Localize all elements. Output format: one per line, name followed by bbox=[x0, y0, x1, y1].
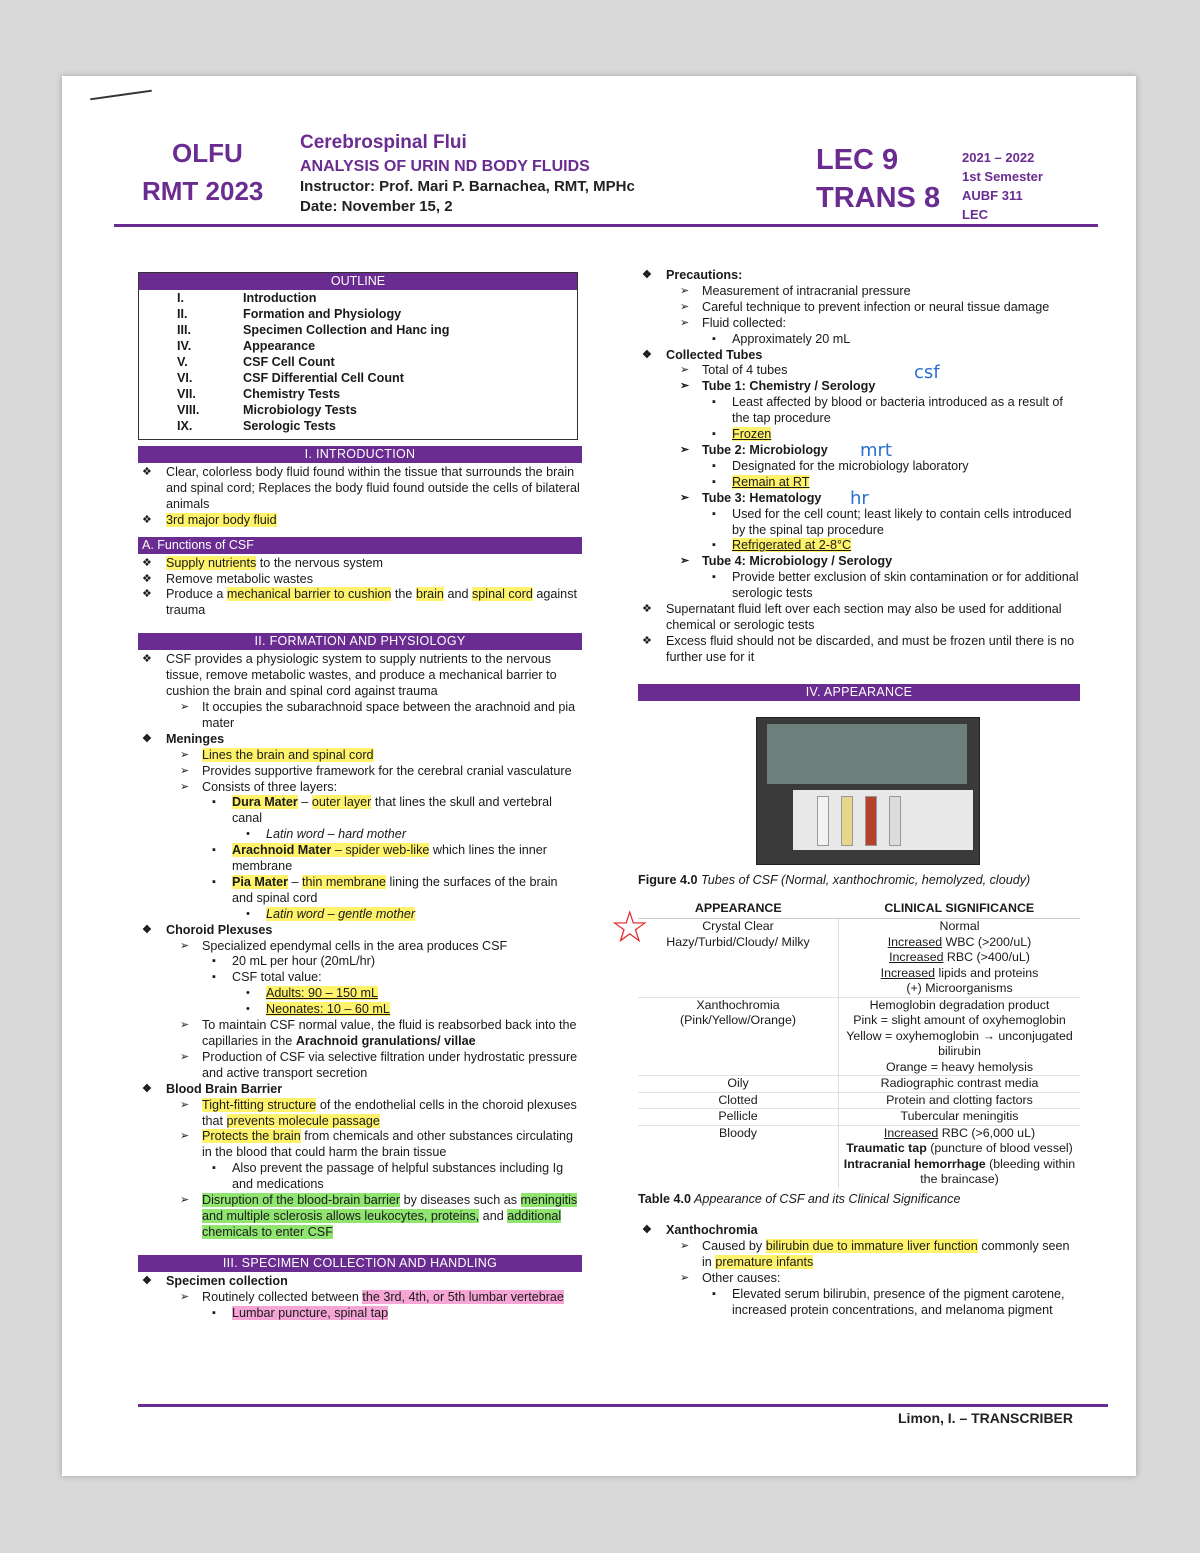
list-item: • Adults: 90 – 150 mL bbox=[246, 986, 379, 1001]
arrow-bullet-icon: ➢ bbox=[680, 316, 690, 329]
diamond-bullet-icon: ❖ bbox=[142, 588, 152, 601]
arrow-bullet-icon: ➢ bbox=[680, 555, 690, 568]
table-row: Bloody Increased RBC (>6,000 uL) Traumatic tap (puncture of blood vessel) Intracranial hemorrhage (bleeding within the braincase) bbox=[638, 1125, 1080, 1188]
list-item: ▪ Least affected by blood or bacteria introduced as a result of the tap procedure bbox=[712, 395, 1063, 426]
list-item: ❖ Blood Brain Barrier bbox=[142, 1081, 283, 1096]
list-item: ➢ Tube 4: Microbiology / Serology bbox=[680, 554, 893, 569]
list-item: ➢ Tube 3: Hematology bbox=[680, 490, 822, 505]
list-item: ▪ Elevated serum bilirubin, presence of the pigment carotene, increased protein concentrations, and melanoma pigment bbox=[712, 1287, 1065, 1317]
list-item: ❖ Collected Tubes bbox=[642, 347, 763, 362]
lecture-number: LEC 9 bbox=[816, 144, 899, 176]
outline-number: I. bbox=[177, 291, 184, 305]
diamond-bullet-icon: ❖ bbox=[142, 923, 152, 936]
school-year: 2021 – 2022 bbox=[962, 150, 1035, 165]
list-item: ▪ Lumbar puncture, spinal tap bbox=[212, 1305, 389, 1320]
list-item: ▪ Frozen bbox=[712, 427, 772, 442]
red-star-icon: ☆ bbox=[610, 903, 650, 952]
square-bullet-icon: ▪ bbox=[212, 875, 216, 888]
list-item: • Neonates: 10 – 60 mL bbox=[246, 1002, 390, 1017]
document-page bbox=[62, 76, 1136, 1476]
square-bullet-icon: ▪ bbox=[712, 459, 716, 472]
list-item: ➢ Specialized ependymal cells in the area produces CSF bbox=[180, 938, 508, 953]
section-heading-introduction: I. INTRODUCTION bbox=[138, 446, 582, 463]
list-item: ▪ Refrigerated at 2-8°C bbox=[712, 538, 852, 553]
arrow-bullet-icon: ➢ bbox=[180, 1098, 190, 1111]
list-item: ▪ Approximately 20 mL bbox=[712, 331, 851, 346]
list-item: ❖ Meninges bbox=[142, 731, 225, 746]
semester: 1st Semester bbox=[962, 169, 1043, 184]
outline-number: V. bbox=[177, 355, 188, 369]
section-heading-specimen: III. SPECIMEN COLLECTION AND HANDLING bbox=[138, 1255, 582, 1272]
outline-number: II. bbox=[177, 307, 188, 321]
dot-bullet-icon: • bbox=[246, 987, 250, 1000]
arrow-bullet-icon: ➢ bbox=[680, 364, 690, 377]
list-item: ❖ 3rd major body fluid bbox=[142, 512, 277, 527]
table-header-row bbox=[638, 899, 1080, 919]
list-item: ➢ Measurement of intracranial pressure bbox=[680, 283, 911, 298]
section-heading-formation: II. FORMATION AND PHYSIOLOGY bbox=[138, 633, 582, 650]
outline-label: Specimen Collection and Hanc ing bbox=[243, 323, 450, 337]
diamond-bullet-icon: ❖ bbox=[142, 732, 152, 745]
handwritten-note-csf: csf bbox=[914, 362, 940, 383]
outline-label: CSF Cell Count bbox=[243, 355, 335, 369]
list-item: ▪ Also prevent the passage of helpful substances including Ig and medications bbox=[212, 1161, 564, 1192]
list-item: ➢ It occupies the subarachnoid space between the arachnoid and pia mater bbox=[180, 699, 576, 730]
arrow-bullet-icon: ➢ bbox=[680, 443, 690, 456]
list-item: ❖ Specimen collection bbox=[142, 1273, 288, 1288]
photo-background bbox=[767, 724, 967, 784]
outline-number: VII. bbox=[177, 387, 196, 401]
lecture-date: Date: November 15, 2 bbox=[300, 198, 453, 215]
list-item: ➢ Total of 4 tubes bbox=[680, 363, 788, 378]
outline-list bbox=[139, 290, 577, 434]
course-type: LEC bbox=[962, 207, 988, 222]
list-item: ➢ Provides supportive framework for the cerebral cranial vasculature bbox=[180, 763, 572, 778]
school-name: OLFU bbox=[172, 138, 243, 168]
list-item: ➢ Tight-fitting structure of the endothelial cells in the choroid plexuses that prevents molecule passage bbox=[180, 1097, 577, 1128]
outline-item bbox=[139, 354, 577, 370]
tube-hemolyzed bbox=[865, 796, 877, 846]
diamond-bullet-icon: ❖ bbox=[142, 1274, 152, 1287]
arrow-bullet-icon: ➢ bbox=[680, 1240, 690, 1253]
section-heading-appearance: IV. APPEARANCE bbox=[638, 684, 1080, 701]
diamond-bullet-icon: ❖ bbox=[142, 572, 152, 585]
arrow-bullet-icon: ➢ bbox=[680, 491, 690, 504]
list-item: ➢ Consists of three layers: bbox=[180, 779, 338, 794]
footer-divider bbox=[138, 1404, 1108, 1407]
square-bullet-icon: ▪ bbox=[712, 571, 716, 584]
outline-number: VIII. bbox=[177, 403, 200, 417]
arrow-bullet-icon: ➢ bbox=[180, 764, 190, 777]
list-item: • Latin word – gentle mother bbox=[246, 906, 416, 921]
header-meta bbox=[962, 148, 1043, 224]
diamond-bullet-icon: ❖ bbox=[142, 466, 152, 478]
csf-tubes-photo bbox=[756, 717, 980, 865]
dot-bullet-icon: • bbox=[246, 828, 250, 841]
arrow-bullet-icon: ➢ bbox=[180, 1290, 190, 1303]
arrow-bullet-icon: ➢ bbox=[680, 380, 690, 393]
outline-item bbox=[139, 322, 577, 338]
table-header: APPEARANCE bbox=[638, 899, 839, 919]
square-bullet-icon: ▪ bbox=[212, 1162, 216, 1175]
arrow-bullet-icon: ➢ bbox=[180, 1050, 190, 1063]
list-item: ❖ Excess fluid should not be discarded, and must be frozen until there is no further use for it bbox=[642, 633, 1075, 664]
dot-bullet-icon: • bbox=[246, 907, 250, 920]
header-divider bbox=[114, 224, 1098, 227]
square-bullet-icon: ▪ bbox=[712, 1288, 716, 1301]
outline-label: Chemistry Tests bbox=[243, 387, 341, 401]
outline-item bbox=[139, 338, 577, 354]
square-bullet-icon: ▪ bbox=[712, 428, 716, 441]
arrow-bullet-icon: ➢ bbox=[180, 748, 190, 761]
list-item: ▪ Provide better exclusion of skin contamination or for additional serologic tests bbox=[712, 570, 1079, 601]
list-item: ❖ Supernatant fluid left over each section may also be used for additional chemical or serologic tests bbox=[642, 602, 1062, 632]
table-row: Crystal Clear Normal bbox=[638, 919, 1080, 935]
appearance-table bbox=[638, 899, 1080, 1188]
diamond-bullet-icon: ❖ bbox=[142, 1082, 152, 1095]
arrow-bullet-icon: ➢ bbox=[180, 1194, 190, 1207]
list-item: ➢ Routinely collected between the 3rd, 4th, or 5th lumbar vertebrae bbox=[180, 1289, 564, 1304]
arrow-bullet-icon: ➢ bbox=[680, 300, 690, 313]
right-column bbox=[638, 268, 1080, 1319]
outline-item bbox=[139, 306, 577, 322]
handwritten-note-hr: hr bbox=[850, 488, 869, 509]
arrow-bullet-icon: ➢ bbox=[180, 1019, 190, 1032]
list-item: ▪ Arachnoid Mater – spider web-like which lines the inner membrane bbox=[212, 843, 547, 874]
square-bullet-icon: ▪ bbox=[712, 396, 716, 409]
outline-heading: OUTLINE bbox=[139, 273, 577, 290]
table-row: Xanthochromia (Pink/Yellow/Orange) Hemoglobin degradation product Pink = slight amount of oxyhemoglobin Yellow = oxyhemoglobin → unconjugated bilirubin Orange = heavy hemolysis bbox=[638, 997, 1080, 1076]
list-item: ❖ Supply nutrients to the nervous system bbox=[142, 555, 384, 570]
batch-name: RMT 2023 bbox=[142, 176, 264, 206]
list-item: ➢ Fluid collected: bbox=[680, 315, 786, 330]
list-item: ➢ Protects the brain from chemicals and other substances circulating in the blood that could harm the brain tissue bbox=[180, 1129, 573, 1160]
list-item: ❖ Produce a mechanical barrier to cushion the brain and spinal cord against trauma bbox=[142, 587, 577, 618]
arrow-bullet-icon: ➢ bbox=[180, 1130, 190, 1143]
outline-number: IV. bbox=[177, 339, 192, 353]
outline-item bbox=[139, 386, 577, 402]
outline-number: VI. bbox=[177, 371, 193, 385]
outline-number: IX. bbox=[177, 419, 193, 433]
figure-caption: Figure 4.0 Tubes of CSF (Normal, xanthochromic, hemolyzed, cloudy) bbox=[638, 872, 1031, 887]
list-item: ▪ Pia Mater – thin membrane lining the surfaces of the brain and spinal cord bbox=[212, 874, 558, 905]
list-item: ➢ Disruption of the blood-brain barrier by diseases such as meningitis and multiple sclerosis allows leukocytes, proteins, and additional chemicals to enter CSF bbox=[180, 1193, 578, 1239]
list-item: ❖ Choroid Plexuses bbox=[142, 922, 273, 937]
square-bullet-icon: ▪ bbox=[212, 796, 216, 809]
list-item: ❖ Remove metabolic wastes bbox=[142, 571, 313, 586]
outline-label: Introduction bbox=[243, 291, 317, 305]
course-title: ANALYSIS OF URIN ND BODY FLUIDS bbox=[300, 158, 590, 175]
list-item: ❖ CSF provides a physiologic system to supply nutrients to the nervous tissue, remove metabolic wastes, and produce a mechanical barrier to cushion the brain and spinal cord against trauma bbox=[142, 652, 557, 699]
outline-number: III. bbox=[177, 323, 191, 337]
square-bullet-icon: ▪ bbox=[712, 539, 716, 552]
list-item: • Latin word – hard mother bbox=[246, 827, 407, 842]
course-code: AUBF 311 bbox=[962, 188, 1023, 203]
transcriber-credit: Limon, I. – TRANSCRIBER bbox=[898, 1410, 1074, 1426]
list-item: ➢ Other causes: bbox=[680, 1271, 781, 1286]
outline-label: Microbiology Tests bbox=[243, 403, 357, 417]
square-bullet-icon: ▪ bbox=[212, 955, 216, 968]
arrow-bullet-icon: ➢ bbox=[180, 939, 190, 952]
transcript-number: TRANS 8 bbox=[816, 182, 941, 214]
list-item: ▪ Remain at RT bbox=[712, 474, 810, 489]
list-item: ❖ Precautions: bbox=[642, 268, 743, 282]
outline-label: Serologic Tests bbox=[243, 419, 336, 433]
diamond-bullet-icon: ❖ bbox=[142, 556, 152, 569]
square-bullet-icon: ▪ bbox=[712, 332, 716, 345]
table-header: CLINICAL SIGNIFICANCE bbox=[839, 899, 1081, 919]
table-row: Oily Radiographic contrast media bbox=[638, 1076, 1080, 1093]
tube-xanthochromic bbox=[841, 796, 853, 846]
list-item: ➢ Production of CSF via selective filtration under hydrostatic pressure and active transport secretion bbox=[180, 1049, 578, 1080]
square-bullet-icon: ▪ bbox=[212, 844, 216, 857]
list-item: ➢ Caused by bilirubin due to immature liver function commonly seen in premature infants bbox=[680, 1239, 1070, 1270]
list-item: ▪ Designated for the microbiology laboratory bbox=[712, 458, 969, 473]
list-item: ▪ CSF total value: bbox=[212, 970, 322, 985]
pencil-mark bbox=[90, 90, 152, 101]
diamond-bullet-icon: ❖ bbox=[642, 634, 652, 647]
list-item: ▪ 20 mL per hour (20mL/hr) bbox=[212, 954, 376, 969]
table-row: Hazy/Turbid/Cloudy/ Milky Increased WBC (>200/uL) Increased RBC (>400/uL) Increased lipids and proteins (+) Microorganisms bbox=[638, 935, 1080, 998]
instructor: Instructor: Prof. Mari P. Barnachea, RMT, MPHc bbox=[300, 178, 635, 195]
table-row: Pellicle Tubercular meningitis bbox=[638, 1109, 1080, 1126]
outline-label: Appearance bbox=[243, 339, 316, 353]
diamond-bullet-icon: ❖ bbox=[142, 513, 152, 526]
list-item: ➢ Tube 2: Microbiology bbox=[680, 442, 828, 457]
outline-item bbox=[139, 370, 577, 386]
diamond-bullet-icon: ❖ bbox=[642, 603, 652, 616]
diamond-bullet-icon: ❖ bbox=[142, 653, 152, 666]
tube-normal bbox=[817, 796, 829, 846]
list-item: ➢ To maintain CSF normal value, the fluid is reabsorbed back into the capillaries in the Arachnoid granulations/ villae bbox=[180, 1018, 577, 1048]
table-caption: Table 4.0 Appearance of CSF and its Clinical Significance bbox=[638, 1191, 961, 1206]
arrow-bullet-icon: ➢ bbox=[180, 780, 190, 793]
left-column bbox=[138, 272, 582, 1322]
table-row: Clotted Protein and clotting factors bbox=[638, 1092, 1080, 1109]
list-item: ▪ Dura Mater – outer layer that lines the skull and vertebral canal bbox=[212, 795, 552, 826]
list-item: ➢ Lines the brain and spinal cord bbox=[180, 747, 374, 762]
outline-item bbox=[139, 418, 577, 434]
outline-box bbox=[138, 272, 578, 440]
square-bullet-icon: ▪ bbox=[212, 1306, 216, 1319]
outline-label: Formation and Physiology bbox=[243, 307, 402, 321]
diamond-bullet-icon: ❖ bbox=[642, 348, 652, 361]
dot-bullet-icon: • bbox=[246, 1003, 250, 1016]
subsection-heading-functions: A. Functions of CSF bbox=[138, 537, 582, 554]
diamond-bullet-icon: ❖ bbox=[642, 269, 652, 281]
square-bullet-icon: ▪ bbox=[712, 507, 716, 520]
arrow-bullet-icon: ➢ bbox=[680, 1272, 690, 1285]
arrow-bullet-icon: ➢ bbox=[680, 284, 690, 297]
list-item: ❖ Xanthochromia bbox=[642, 1223, 758, 1238]
outline-item bbox=[139, 290, 577, 306]
tube-cloudy bbox=[889, 796, 901, 846]
square-bullet-icon: ▪ bbox=[712, 475, 716, 488]
handwritten-note-mrt: mrt bbox=[860, 440, 892, 461]
diamond-bullet-icon: ❖ bbox=[642, 1224, 652, 1237]
list-item: ➢ Tube 1: Chemistry / Serology bbox=[680, 379, 876, 394]
square-bullet-icon: ▪ bbox=[212, 971, 216, 984]
outline-item bbox=[139, 402, 577, 418]
outline-label: CSF Differential Cell Count bbox=[243, 371, 404, 385]
list-item: ➢ Careful technique to prevent infection or neural tissue damage bbox=[680, 299, 1050, 314]
list-item: ▪ Used for the cell count; least likely to contain cells introduced by the spinal tap procedure bbox=[712, 506, 1072, 537]
arrow-bullet-icon: ➢ bbox=[180, 700, 190, 713]
list-item: ❖ Clear, colorless body fluid found within the tissue that surrounds the brain and spinal cord; Replaces the body fluid found outside the cells of bilateral animals bbox=[142, 465, 580, 511]
document-title: Cerebrospinal Flui bbox=[300, 132, 467, 153]
